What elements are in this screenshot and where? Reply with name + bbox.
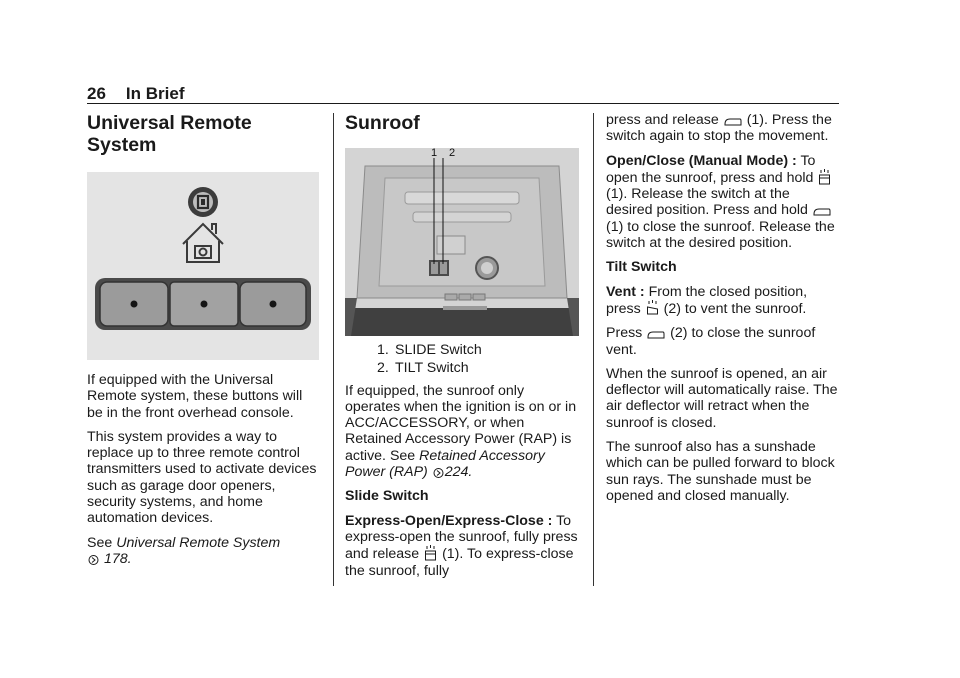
- vent-close-paragraph: Press (2) to close the sunroof vent.: [606, 325, 816, 358]
- air-deflector-paragraph: When the sunroof is opened, an air deflector will automatically raise. The air deflector will retract when the sunroof is closed.: [606, 365, 838, 431]
- remote-button-2[interactable]: [170, 282, 238, 326]
- vent-paragraph: Vent : From the closed position, press (2) to vent the sunroof.: [606, 283, 808, 317]
- express-close-continued: press and release (1). Press the switch again to stop the movement.: [606, 112, 832, 145]
- page-reference[interactable]: 178: [103, 550, 128, 567]
- column-universal-remote: [87, 112, 321, 575]
- column-sunroof: [345, 112, 579, 587]
- universal-remote-p2: This system provides a way to replace up to three remote control transmitters used to activate devices such as garage door openers, security systems, and home automation devices.: [87, 428, 317, 527]
- column-divider-1: [333, 113, 334, 586]
- sunroof-close-icon: [813, 207, 831, 217]
- sunroof-switch-list: [345, 342, 579, 377]
- express-open-close-paragraph: Express-Open/Express-Close : To express-open the sunroof, fully press and release (1). To express-close the sunroof, fully: [345, 512, 578, 579]
- page-reference[interactable]: 224: [444, 464, 469, 481]
- sunroof-p1: If equipped, the sunroof only operates when the ignition is on or in ACC/ACCESSORY, or when Retained Accessory Power (RAP) is active. See Retained Accessory Power (RAP) 224.: [345, 382, 577, 481]
- remote-button-3[interactable]: [240, 282, 306, 326]
- section-title: In Brief: [125, 84, 185, 103]
- page-reference-arrow-icon: [88, 554, 99, 566]
- callout-2: 2: [449, 148, 456, 159]
- list-item: 2. TILT Switch: [377, 360, 469, 377]
- manual-mode-paragraph: Open/Close (Manual Mode) : To open the sunroof, press and hold (1). Release the switch at the desired position. Press and hold (1) to close the sunroof. Release the switch at the desired position.: [606, 152, 835, 252]
- sunshade-paragraph: The sunroof also has a sunshade which can be pulled forward to block sun rays. The sunshade must be opened and closed manually.: [606, 439, 835, 504]
- indicator-light-icon: [188, 187, 218, 217]
- callout-1: 1: [431, 148, 438, 159]
- sunroof-slide-open-icon: [424, 545, 437, 561]
- slide-switch-heading: Slide Switch: [345, 488, 429, 505]
- page-number: 26: [87, 84, 106, 103]
- page-header: [87, 84, 184, 104]
- sunroof-close-icon: [724, 117, 742, 127]
- sunroof-slide-open-icon: [818, 169, 831, 185]
- sunroof-tilt-vent-icon: [646, 300, 659, 316]
- remote-button-1[interactable]: [100, 282, 168, 326]
- universal-remote-see: See Universal Remote System 178.: [87, 534, 281, 567]
- universal-remote-p1: If equipped with the Universal Remote system, these buttons will be in the front overhead console.: [87, 372, 303, 421]
- cross-reference-link[interactable]: Universal Remote System: [116, 534, 281, 551]
- sunroof-close-icon: [647, 330, 665, 340]
- sunroof-overhead-console-figure: [345, 148, 579, 336]
- sunroof-title: Sunroof: [345, 112, 420, 134]
- tilt-switch-heading: Tilt Switch: [606, 259, 677, 276]
- column-sunroof-continued: [606, 112, 840, 512]
- page-reference-arrow-icon: [433, 467, 444, 479]
- cross-reference-link[interactable]: Retained Accessory Power (RAP): [345, 447, 545, 481]
- list-item: 1. SLIDE Switch: [377, 342, 482, 358]
- universal-remote-title: Universal Remote System: [87, 112, 252, 156]
- universal-remote-buttons-figure: [87, 172, 319, 360]
- column-divider-2: [593, 113, 594, 586]
- header-rule: [87, 103, 839, 104]
